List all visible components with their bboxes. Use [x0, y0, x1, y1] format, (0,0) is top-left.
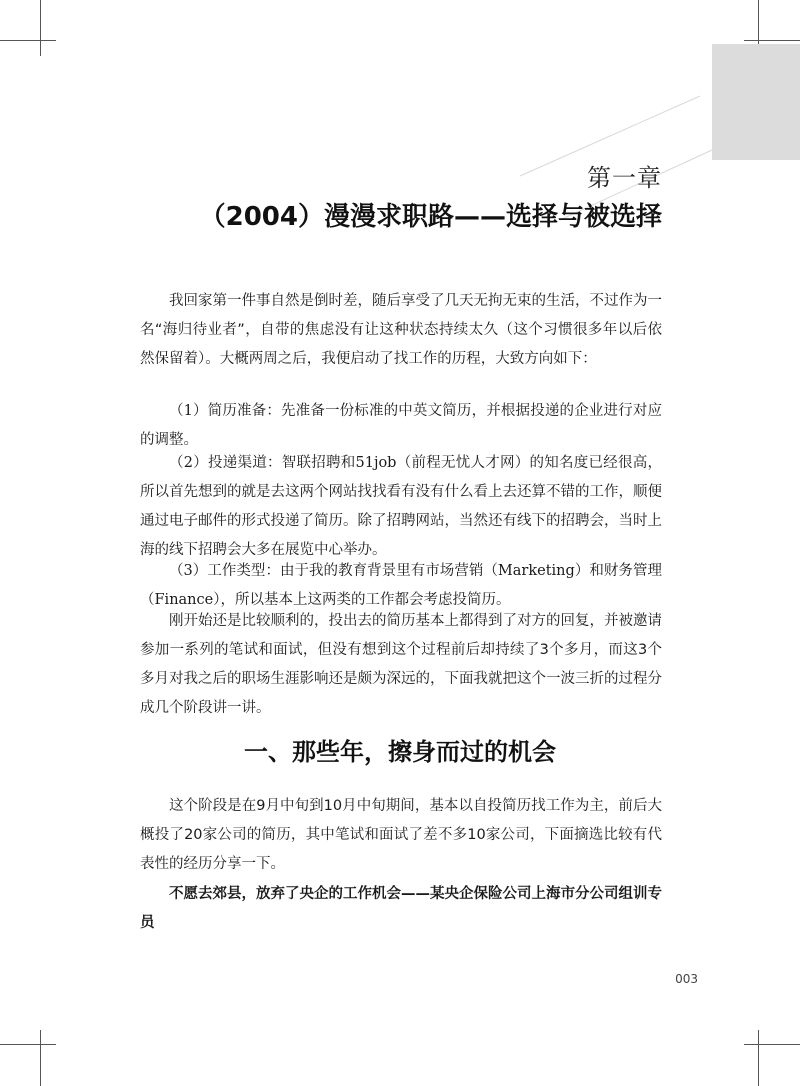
chapter-title: （2004）漫漫求职路——选择与被选择: [199, 202, 662, 232]
crop-mark: [40, 1030, 41, 1086]
decorative-lines: [0, 0, 800, 300]
section-title: 一、那些年，擦身而过的机会: [244, 737, 556, 766]
list-item-resume: （1）简历准备：先准备一份标准的中英文简历，并根据投递的企业进行对应的调整。: [140, 403, 662, 448]
crop-mark: [744, 1044, 800, 1045]
crop-mark: [758, 1030, 759, 1086]
crop-mark: [0, 1044, 56, 1045]
section-paragraph: 这个阶段是在9月中旬到10月中旬期间，基本以自投简历找工作为主，前后大概投了20家公司的简历，其中笔试和面试了差不多10家公司，下面摘选比较有代表性的经历分享一下。: [140, 798, 662, 872]
list-item-job-type: （3）工作类型：由于我的教育背景里有市场营销（Marketing）和财务管理（Finance），所以基本上这两类的工作都会考虑投简历。: [140, 563, 662, 608]
list-item-channels: （2）投递渠道：智联招聘和51job（前程无忧人才网）的知名度已经很高，所以首先想到的就是去这两个网站找找看有没有什么看上去还算不错的工作，顺便通过电子邮件的形式投递了简历。除了招聘网站，当然还有线下的招聘会，当时上海的线下招聘会大多在展览中心举办。: [140, 455, 662, 558]
chapter-label: 第一章: [587, 164, 662, 192]
page-number: 003: [675, 972, 698, 986]
subheading: 不愿去郊县，放弃了央企的工作机会——某央企保险公司上海市分公司组训专员: [140, 886, 662, 931]
paragraph-process: 刚开始还是比较顺利的，投出去的简历基本上都得到了对方的回复，并被邀请参加一系列的笔试和面试，但没有想到这个过程前后却持续了3个多月，而这3个多月对我之后的职场生涯影响还是颇为深远的，下面我就把这个一波三折的过程分成几个阶段讲一讲。: [140, 613, 662, 716]
paragraph-intro: 我回家第一件事自然是倒时差，随后享受了几天无拘无束的生活，不过作为一名“海归待业者”，自带的焦虑没有让这种状态持续太久（这个习惯很多年以后依然保留着）。大概两周之后，我便启动了找工作的历程，大致方向如下：: [140, 293, 662, 367]
